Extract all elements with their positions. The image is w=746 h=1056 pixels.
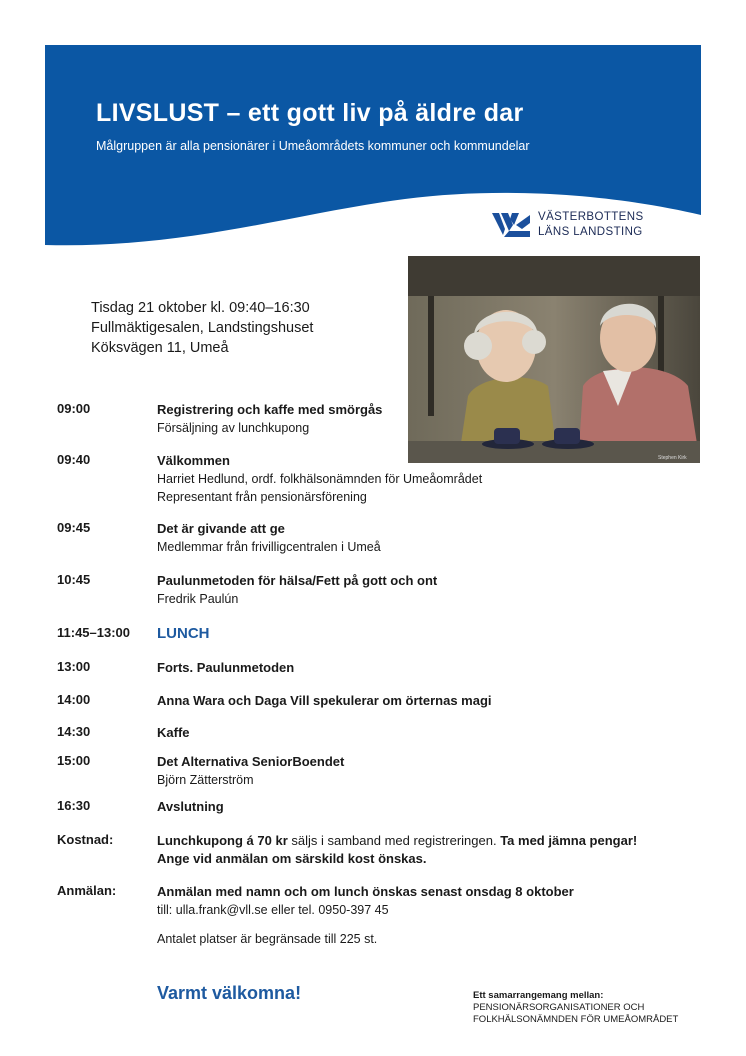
cost-label: Kostnad: (57, 832, 114, 847)
registration-capacity: Antalet platser är begränsade till 225 st. (157, 932, 378, 946)
schedule-title: Det Alternativa SeniorBoendet (157, 754, 345, 769)
registration-label: Anmälan: (57, 883, 117, 898)
vll-logo (492, 211, 662, 241)
schedule-title: Forts. Paulunmetoden (157, 660, 295, 675)
event-info (91, 298, 313, 358)
schedule-time: 09:40 (57, 452, 91, 467)
footer-organizers (473, 990, 678, 1026)
cost-price: 70 kr (257, 833, 288, 848)
footer-line1: PENSIONÄRSORGANISATIONER OCH (473, 1002, 645, 1013)
schedule-title-lunch: LUNCH (157, 625, 210, 642)
welcome-text: Varmt välkomna! (157, 983, 302, 1003)
photo-credit: Stephen Kirk (658, 455, 687, 461)
cost-line2: Ange vid anmälan om särskild kost önskas. (157, 851, 427, 866)
schedule-time: 10:45 (57, 572, 91, 587)
registration-contact: till: ulla.frank@vll.se eller tel. 0950-397 45 (157, 903, 389, 917)
schedule-time: 14:00 (57, 692, 91, 707)
schedule-time: 16:30 (57, 798, 91, 813)
page-title: LIVSLUST – ett gott liv på äldre dar (96, 99, 524, 127)
cost-text-part1: Lunchkupong á (157, 833, 258, 848)
schedule-time: 09:00 (57, 401, 91, 416)
event-date-time: Tisdag 21 oktober kl. 09:40–16:30 (91, 300, 310, 316)
cost-line1 (157, 832, 717, 850)
vll-logo-icon (492, 211, 530, 239)
registration-line1: Anmälan med namn och om lunch önskas senast onsdag 8 oktober (157, 884, 574, 899)
logo-text-line2: LÄNS LANDSTING (538, 226, 643, 238)
schedule-title: Kaffe (157, 725, 190, 740)
event-address: Köksvägen 11, Umeå (91, 340, 229, 356)
schedule-detail: Björn Zätterström (157, 773, 254, 787)
schedule-detail: Fredrik Paulún (157, 592, 239, 606)
schedule-title: Anna Wara och Daga Vill spekulerar om örternas magi (157, 693, 492, 708)
schedule-title: Det är givande att ge (157, 521, 285, 536)
footer-line2: FOLKHÄLSONÄMNDEN FÖR UMEÅOMRÅDET (473, 1014, 679, 1025)
schedule-title: Paulunmetoden för hälsa/Fett på gott och ont (157, 573, 438, 588)
schedule-time: 15:00 (57, 753, 91, 768)
schedule-time: 14:30 (57, 724, 91, 739)
schedule-time: 09:45 (57, 520, 91, 535)
schedule-title: Välkommen (157, 453, 230, 468)
logo-text-line1: VÄSTERBOTTENS (538, 211, 644, 223)
schedule-detail: Representant från pensionärsförening (157, 490, 367, 504)
schedule-detail: Harriet Hedlund, ordf. folkhälsonämnden för Umeåområdet (157, 472, 483, 486)
schedule-title: Registrering och kaffe med smörgås (157, 402, 383, 417)
cost-text-part3: Ta med jämna pengar! (500, 833, 638, 848)
schedule-detail: Medlemmar från frivilligcentralen i Umeå (157, 540, 381, 554)
schedule-time: 13:00 (57, 659, 91, 674)
schedule-title: Avslutning (157, 799, 224, 814)
footer-title: Ett samarrangemang mellan: (473, 990, 604, 1001)
page-subtitle: Målgruppen är alla pensionärer i Umeåområdets kommuner och kommundelar (96, 139, 530, 153)
schedule-time: 11:45–13:00 (57, 625, 131, 640)
schedule-detail: Försäljning av lunchkupong (157, 421, 310, 435)
cost-text-part2: säljs i samband med registreringen. (287, 833, 501, 848)
event-venue: Fullmäktigesalen, Landstingshuset (91, 320, 314, 336)
